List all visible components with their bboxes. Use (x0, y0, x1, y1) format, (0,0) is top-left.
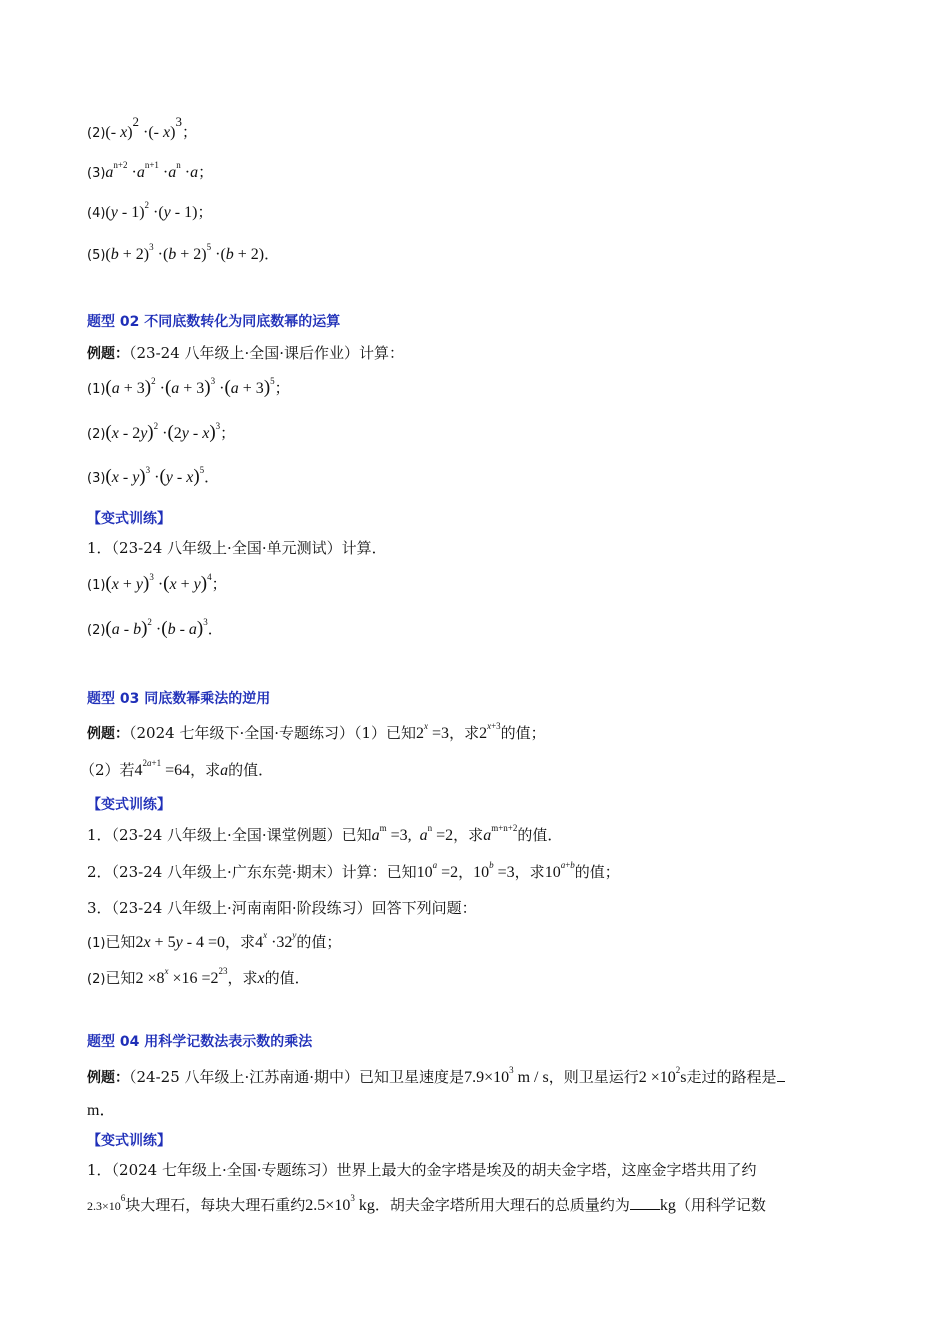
variant-text: ，求 (514, 863, 545, 881)
variant-text: ，求 (453, 826, 484, 844)
variant-3-2 (87, 862, 620, 883)
math-variable: x (257, 970, 265, 987)
variant-text: 块大理石，每块大理石重约 (125, 1196, 306, 1214)
example-label: 例题： (87, 1070, 129, 1086)
variant-text: 1．（23-24 八年级上·全国·课堂例题）已知 (87, 826, 372, 844)
math-expression: $2^x =3$ (416, 721, 450, 742)
variant-label: 【变式训练】 (87, 797, 171, 813)
math-expression: $4^{2a+1} =64$ (134, 758, 191, 779)
math-expression: $a^{n+2} \cdot a^{n+1} \cdot a^n \cdot a$ (105, 160, 199, 181)
math-expression: $10^a =2$ (416, 860, 459, 881)
math-expression: (x - y)$^3$ ·(y - x)$^5$ (105, 465, 205, 487)
example-02 (87, 343, 404, 364)
section-heading-04: 题型 04 用科学记数法表示数的乘法 (87, 1034, 313, 1050)
example-text: 的值． (228, 761, 274, 779)
math-expression: $10^{a+b}$ (544, 860, 575, 881)
math-expression: (- x)$^2$ ·(- x)$^3$ (105, 114, 182, 141)
item-number: (4) (87, 206, 106, 221)
answer-blank[interactable] (630, 1194, 660, 1210)
variant-text: 的值． (264, 969, 310, 987)
section-heading-02: 题型 02 不同底数转化为同底数幂的运算 (87, 314, 341, 330)
math-expression: (x - 2y)$^2$ ·(2y - x)$^3$ (105, 421, 221, 443)
problem-q2: (2)(x - 2y)$^2$ ·(2y - x)$^3$； (87, 421, 236, 443)
variant-text: 的值； (574, 863, 620, 881)
variant-text: 2．（23-24 八年级上·广东东莞·期末）计算：已知 (87, 863, 417, 881)
example-text: （24-25 八年级上·江苏南通·期中）已知卫星速度是 (129, 1068, 465, 1086)
math-expression: $2^{x+3}$ (479, 721, 501, 742)
math-expression: $(b + 2)^3 \cdot(b + 2)^5 \cdot(b + 2)$ (105, 242, 265, 263)
problem-2: (2)(- x)$^2$ ·(- x)$^3$； (87, 114, 197, 141)
variant-3-1 (87, 825, 562, 846)
example-text: （2）若 (80, 761, 135, 779)
example-text: 走过的路程是 (686, 1068, 777, 1086)
variant-text: ，求 (227, 969, 258, 987)
math-expression: $7.9\times 10^3$ m / s (464, 1065, 549, 1086)
variant-text: 的值； (296, 933, 342, 951)
item-number: (1) (87, 382, 106, 397)
variant-4-1: 1．（2024 七年级上·全国·专题练习）世界上最大的金字塔是埃及的胡夫金字塔，这座金字塔共用了约 (87, 1161, 757, 1179)
math-expression: $2.3\times 10^6$ (87, 1193, 126, 1213)
math-expression: $2.5\times 10^3$ kg (305, 1193, 375, 1214)
variant-text: （用科学记数 (675, 1196, 766, 1214)
problem-r1: $(1)(x + y)^3 \cdot(x + y)^4$； (87, 572, 227, 594)
problem-4: (4)(y - 1)$^2$ ·(y - 1)； (87, 200, 213, 221)
variant-text: 已知 (105, 933, 136, 951)
math-expression: $2 \times 8^x \times 16 =2^{23}$ (135, 966, 228, 987)
variant-4-1-cont (87, 1194, 766, 1216)
math-expression: $10^b =3$ (473, 860, 515, 881)
math-expression: $(x + y)^3 \cdot(x + y)^4$ (105, 572, 212, 594)
variant-text: ，求 (225, 933, 256, 951)
math-expression: $a^m =3$, $a^n =2$ (371, 823, 454, 844)
item-number: (2) (87, 623, 106, 638)
problem-q1: $(1)(a + 3)^2 \cdot(a + 3)^3 \cdot(a + 3)^5$； (87, 376, 290, 398)
example-text: ，则卫星运行 (548, 1068, 639, 1086)
example-text: （2024 七年级下·全国·专题练习）（1）已知 (129, 724, 417, 742)
math-expression: $2 \times 10^2s$ (638, 1065, 687, 1086)
problem-r2: (2)(a - b)$^2$ ·(b - a)$^3$． (87, 617, 223, 639)
variant-text: ， (458, 863, 474, 881)
example-03 (87, 723, 546, 744)
math-expression: $4^x \cdot 32^y$ (255, 930, 297, 951)
example-text: ，求 (190, 761, 221, 779)
problem-5: $(5)(b + 2)^3 \cdot(b + 2)^5 \cdot(b + 2)$． (87, 242, 280, 263)
answer-blank[interactable] (777, 1066, 785, 1082)
example-04-unit: m． (87, 1102, 116, 1119)
item-number: (3) (87, 166, 106, 181)
math-expression: (y - 1)$^2$ ·(y - 1) (105, 200, 198, 221)
unit-label: kg (659, 1197, 676, 1214)
math-expression: (a - b)$^2$ ·(b - a)$^3$ (105, 617, 208, 639)
variant-3-3: 3．（23-24 八年级上·河南南阳·阶段练习）回答下列问题： (87, 899, 477, 917)
variant-label: 【变式训练】 (87, 1133, 171, 1149)
example-text: ，求 (449, 724, 480, 742)
item-number: (2) (87, 972, 106, 987)
variant-text: 的值． (517, 826, 563, 844)
item-number: (3) (87, 471, 106, 486)
example-label: 例题： (87, 346, 129, 362)
variant-text: 已知 (105, 969, 136, 987)
variant-label: 【变式训练】 (87, 511, 171, 527)
item-number: (5) (87, 248, 106, 263)
variant-text: ．胡夫金字塔所用大理石的总质量约为 (374, 1196, 630, 1214)
example-label: 例题： (87, 726, 129, 742)
variant-3-3-part2 (87, 968, 310, 990)
item-number: (2) (87, 126, 106, 141)
item-number: (1) (87, 936, 106, 951)
item-number: (2) (87, 427, 106, 442)
example-text: 的值； (500, 724, 546, 742)
example-03-part2 (80, 760, 273, 781)
example-04 (87, 1066, 785, 1088)
item-number: (1) (87, 578, 106, 593)
math-expression: $a^{m+n+2}$ (483, 823, 518, 844)
variant-3-3-part1 (87, 932, 341, 954)
math-expression: 2x + 5y - 4 =0 (135, 934, 226, 951)
math-expression: $(a + 3)^2 \cdot(a + 3)^3 \cdot(a + 3)^5$ (105, 376, 275, 398)
section-heading-03: 题型 03 同底数幂乘法的逆用 (87, 691, 271, 707)
example-text: （23-24 八年级上·全国·课后作业）计算： (129, 344, 405, 362)
math-variable: a (220, 762, 229, 779)
problem-q3: (3)(x - y)$^3$ ·(y - x)$^5$． (87, 465, 220, 487)
problem-3: $(3)a^{n+2} \cdot a^{n+1} \cdot a^n \cdot a$； (87, 160, 214, 181)
variant-2-1: 1．（23-24 八年级上·全国·单元测试）计算． (87, 539, 387, 557)
